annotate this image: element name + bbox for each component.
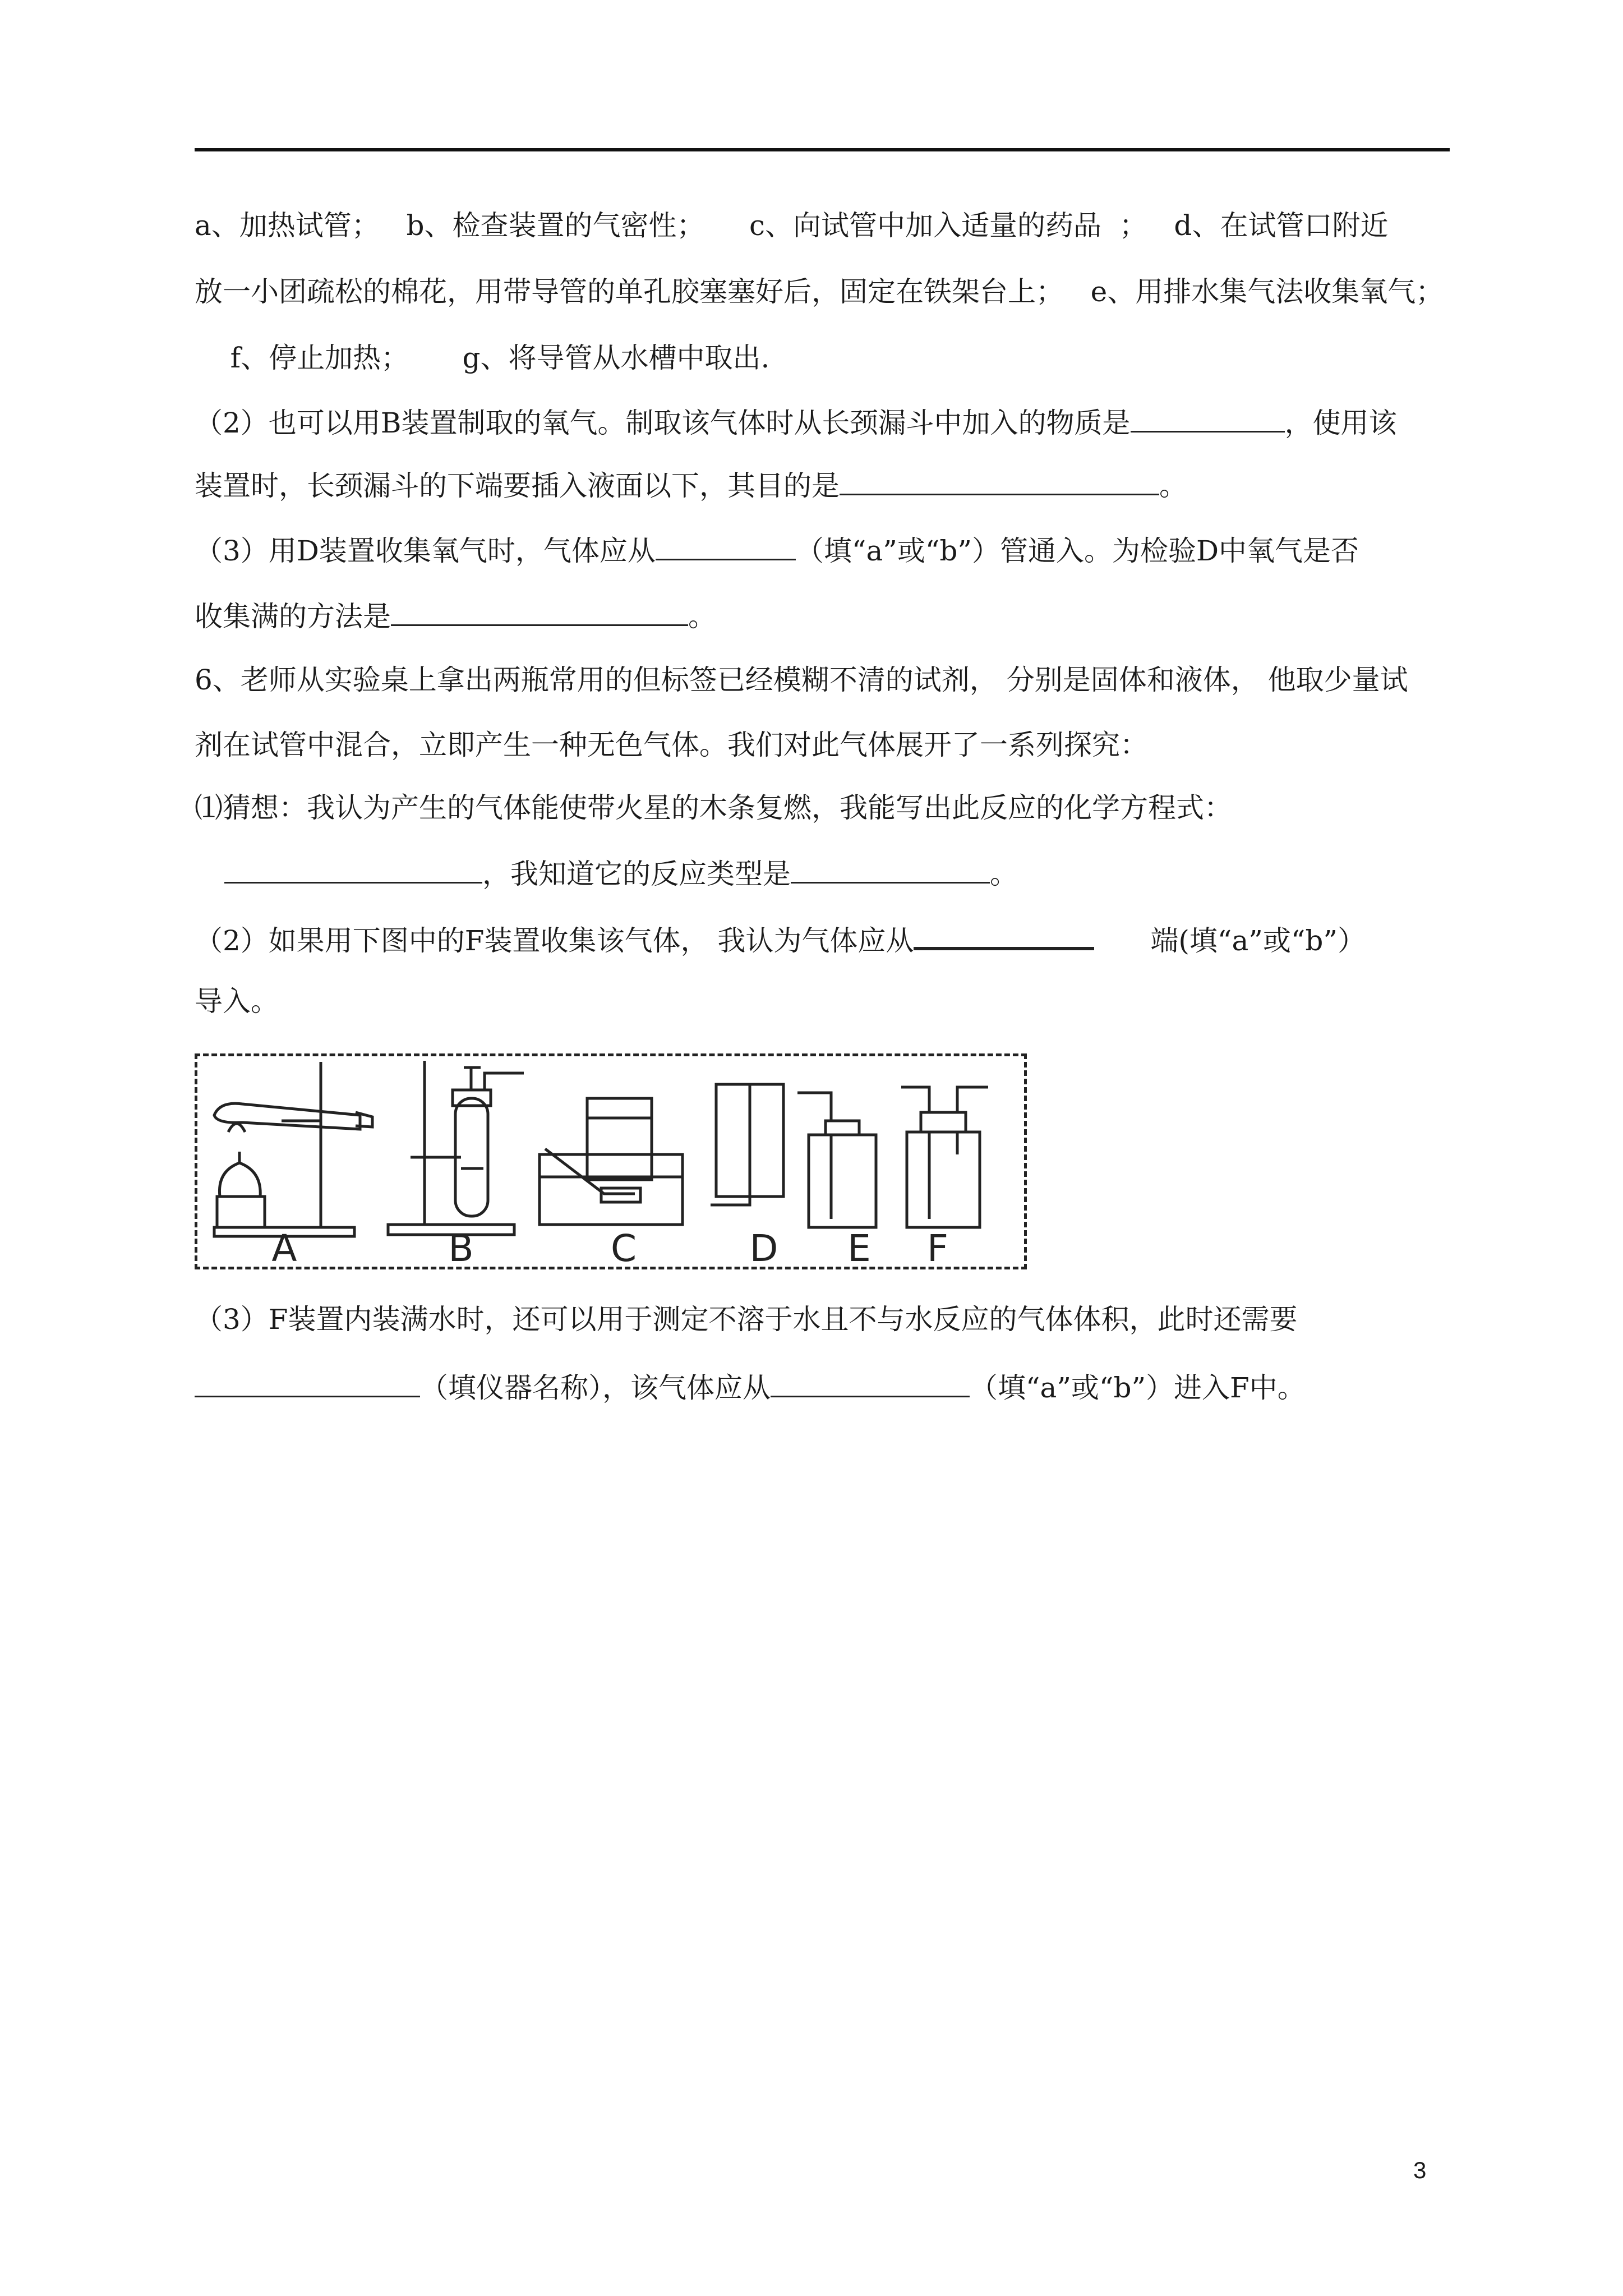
guess-line: ⑴猜想：我认为产生的气体能使带火星的木条复燃，我能写出此反应的化学方程式： [195,792,1232,824]
question-2-line-2 [195,467,1187,503]
question-3-text: （3）用D装置收集氧气时，气体应从 [195,535,656,567]
label-b: B [448,1227,474,1267]
question-6-2-suffix: 端(填“a”或“b”） [1150,924,1366,957]
page-number: 3 [1413,2157,1427,2183]
question-6-3-text: （填仪器名称），该气体应从 [420,1372,771,1404]
question-3-line [195,532,1359,568]
apparatus-f [901,1087,988,1227]
answer-blank[interactable] [914,920,1094,950]
label-c: C [610,1227,637,1267]
question-3-text-2: 收集满的方法是 [195,600,391,633]
question-2-suffix: ，使用该 [1284,407,1397,439]
label-a: A [271,1227,297,1267]
question-3-suffix: （填“a”或“b”）管通入。为检验D中氧气是否 [795,535,1359,567]
answer-blank[interactable] [1131,404,1285,432]
reaction-type-text: ，我知道它的反应类型是 [482,858,791,890]
question-6-3-line: （3）F装置内装满水时，还可以用于测定不溶于水且不与水反应的气体体积，此时还需要 [195,1303,1298,1336]
question-6-2-line [195,920,1366,958]
apparatus-e [797,1093,876,1227]
problem-6-line-2: 剂在试管中混合，立即产生一种无色气体。我们对此气体展开了一系列探究： [195,729,1148,761]
text-line-1: a、加热试管； b、检查装置的气密性； c、向试管中加入适量的药品 ； d、在试管口附近 [195,209,1389,242]
answer-blank[interactable] [791,855,990,884]
apparatus-b [388,1061,524,1235]
question-6-2-text: （2）如果用下图中的F装置收集该气体， 我认为气体应从 [195,924,914,957]
text-line-3: f、停止加热； g、将导管从水槽中取出. [195,342,770,374]
apparatus-a [214,1062,372,1236]
question-6-2-line-2: 导入。 [195,985,279,1018]
answer-blank[interactable] [224,855,482,884]
answer-blank[interactable] [771,1369,970,1397]
question-2-text-2: 装置时，长颈漏斗的下端要插入液面以下，其目的是 [195,470,840,502]
question-6-3-line-2 [195,1369,1306,1405]
question-2-suffix-2: 。 [1159,470,1187,502]
label-e: E [847,1227,871,1267]
answer-blank[interactable] [840,467,1159,495]
answer-blank[interactable] [195,1369,420,1397]
label-d: D [749,1227,778,1267]
question-3-line-2 [195,597,716,633]
apparatus-d [711,1084,783,1205]
question-2-text: （2）也可以用B装置制取的氧气。制取该气体时从长颈漏斗中加入的物质是 [195,407,1131,439]
apparatus-figure [195,1053,1027,1269]
answer-blank[interactable] [656,532,796,560]
header-rule [195,148,1450,151]
reaction-type-suffix: 。 [990,858,1018,890]
guess-answer-line [224,855,1018,891]
question-6-3-suffix: （填“a”或“b”）进入F中。 [970,1372,1306,1404]
answer-blank[interactable] [391,597,688,626]
question-3-suffix-2: 。 [688,600,716,633]
text-line-2: 放一小团疏松的棉花，用带导管的单孔胶塞塞好后，固定在铁架台上； e、用排水集气法收集氧气； [195,275,1444,308]
apparatus-c [540,1098,683,1225]
label-f: F [927,1227,948,1267]
question-2-line [195,404,1397,440]
problem-6-line-1: 6、老师从实验桌上拿出两瓶常用的但标签已经模糊不清的试剂， 分别是固体和液体， 他取少量试 [195,664,1408,696]
apparatus-drawing [197,1056,1024,1267]
